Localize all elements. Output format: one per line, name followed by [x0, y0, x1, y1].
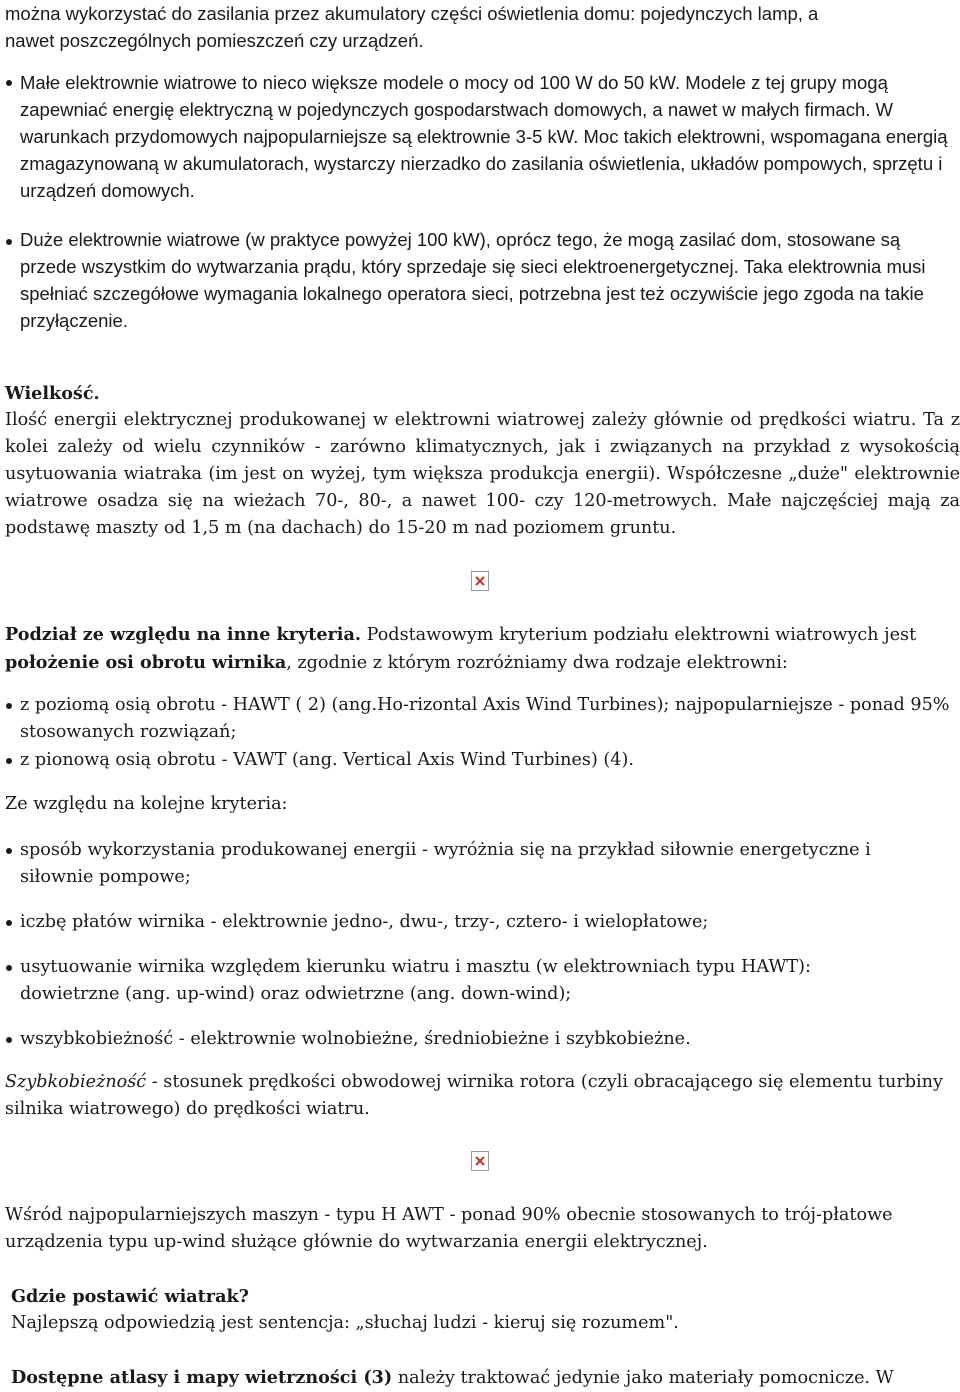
speed-term: Szybkobieżność [5, 1072, 147, 1092]
speed-definition-text: - stosunek prędkości obwodowej wirnika rotora (czyli obracającego się elementu turbiny silnika wiatrowego) do prędkości wiatru. [5, 1072, 943, 1119]
list-item-vawt: z pionową osią obrotu - VAWT (ang. Vertical Axis Wind Turbines) (4). [20, 750, 634, 770]
bullet-large-turbines: Duże elektrownie wiatrowe (w praktyce powyżej 100 kW), oprócz tego, że mogą zasilać dom, stosowane są przede wszystkim do wytwarzania prądu, który sprzedaje się sieci elektroenergetycznej. Taka elektrownia musi spełniać szczegółowe wymagania lokalnego operatora sieci, potrzebna jest też oczywiście jego zgoda na takie przyłączenie. [20, 229, 926, 331]
popular-paragraph: Wśród najpopularniejszych maszyn - typu H AWT - ponad 90% obecnie stosowanych to trój-płatowe urządzenia typu up-wind służące głównie do wytwarzania energii elektrycznej. [5, 1205, 893, 1252]
where-text: Najlepszą odpowiedzią jest sentencja: „słuchaj ludzi - kieruj się rozumem". [11, 1313, 679, 1333]
intro-line-1: można wykorzystać do zasilania przez akumulatory części oświetlenia domu: pojedynczych lamp, a [5, 3, 819, 24]
bullet-small-turbines: Małe elektrownie wiatrowe to nieco większe modele o mocy od 100 W do 50 kW. Modele z tej grupy mogą zapewniać energię elektryczną w pojedynczych gospodarstwach domowych, a nawet w małych firmach. W warunkach przydomowych najpopularniejsze są elektrownie 3-5 kW. Moc takich elektrowni, wspomagana energią zmagazynowaną w akumulatorach, wystarczy nierzadko do zasilania oświetlenia, układów pompowych, sprzętu i urządzeń domowych. [20, 72, 948, 201]
division-text-c: , zgodnie z którym rozróżniamy dwa rodzaje elektrowni: [286, 653, 788, 673]
bullet-dot [6, 965, 12, 971]
atlas-text: należy traktować jedynie jako materiały pomocnicze. W [392, 1368, 894, 1388]
division-text-a: Podstawowym kryterium podziału elektrowni wiatrowych jest [361, 625, 917, 645]
speed-definition [5, 1069, 960, 1123]
division-heading: Podział ze względu na inne kryteria. [5, 624, 361, 645]
bullet-dot [6, 920, 12, 926]
size-paragraph: Ilość energii elektrycznej produkowanej w elektrowni wiatrowej zależy głównie od prędkości wiatru. Ta z kolei zależy od wielu czynników - zarówno klimatycznych, jak i związanych na przykład z wysokością usytuowania wiatraka (im jest on wyżej, tym większa produkcja energii). Współczesne „duże" elektrownie wiatrowe osadza się na wieżach 70-, 80-, a nawet 100- czy 120-metrowych. Małe najczęściej mają za podstawę maszty od 1,5 m (na dachach) do 15-20 m nad poziomem gruntu. [5, 410, 960, 538]
list-item-rotor-position: usytuowanie wirnika względem kierunku wiatru i masztu (w elektrowniach typu HAWT): dowietrzne (ang. up-wind) oraz odwietrzne (ang. down-wind); [20, 957, 811, 1004]
intro-line-2: nawet poszczególnych pomieszczeń czy urządzeń. [5, 30, 424, 51]
where-heading: Gdzie postawić wiatrak? [11, 1286, 249, 1307]
bullet-dot [6, 239, 12, 245]
bullet-dot [6, 758, 12, 764]
bullet-dot [6, 80, 12, 86]
broken-image-icon [471, 1151, 489, 1171]
atlas-bold: Dostępne atlasy i mapy wietrzności (3) [11, 1367, 393, 1388]
division-paragraph [5, 621, 960, 677]
list-item-energy-use: sposób wykorzystania produkowanej energii - wyróżnia się na przykład siłownie energetyczne i siłownie pompowe; [20, 840, 871, 887]
list-item-blades: iczbę płatów wirnika - elektrownie jedno-, dwu-, trzy-, cztero- i wielopłatowe; [20, 912, 709, 932]
broken-image-icon [471, 571, 489, 591]
bullet-dot [6, 848, 12, 854]
size-heading: Wielkość. [5, 383, 100, 404]
bullet-dot [6, 1037, 12, 1043]
division-bold-axis: położenie osi obrotu wirnika [5, 652, 287, 673]
list-item-speed: wszybkobieżność - elektrownie wolnobieżne, średniobieżne i szybkobieżne. [20, 1029, 691, 1049]
atlas-paragraph [11, 1364, 960, 1392]
next-criteria-label: Ze względu na kolejne kryteria: [5, 794, 288, 814]
bullet-dot [6, 703, 12, 709]
list-item-hawt: z poziomą osią obrotu - HAWT ( 2) (ang.Ho-rizontal Axis Wind Turbines); najpopularniejsze - ponad 95% stosowanych rozwiązań; [20, 695, 950, 742]
